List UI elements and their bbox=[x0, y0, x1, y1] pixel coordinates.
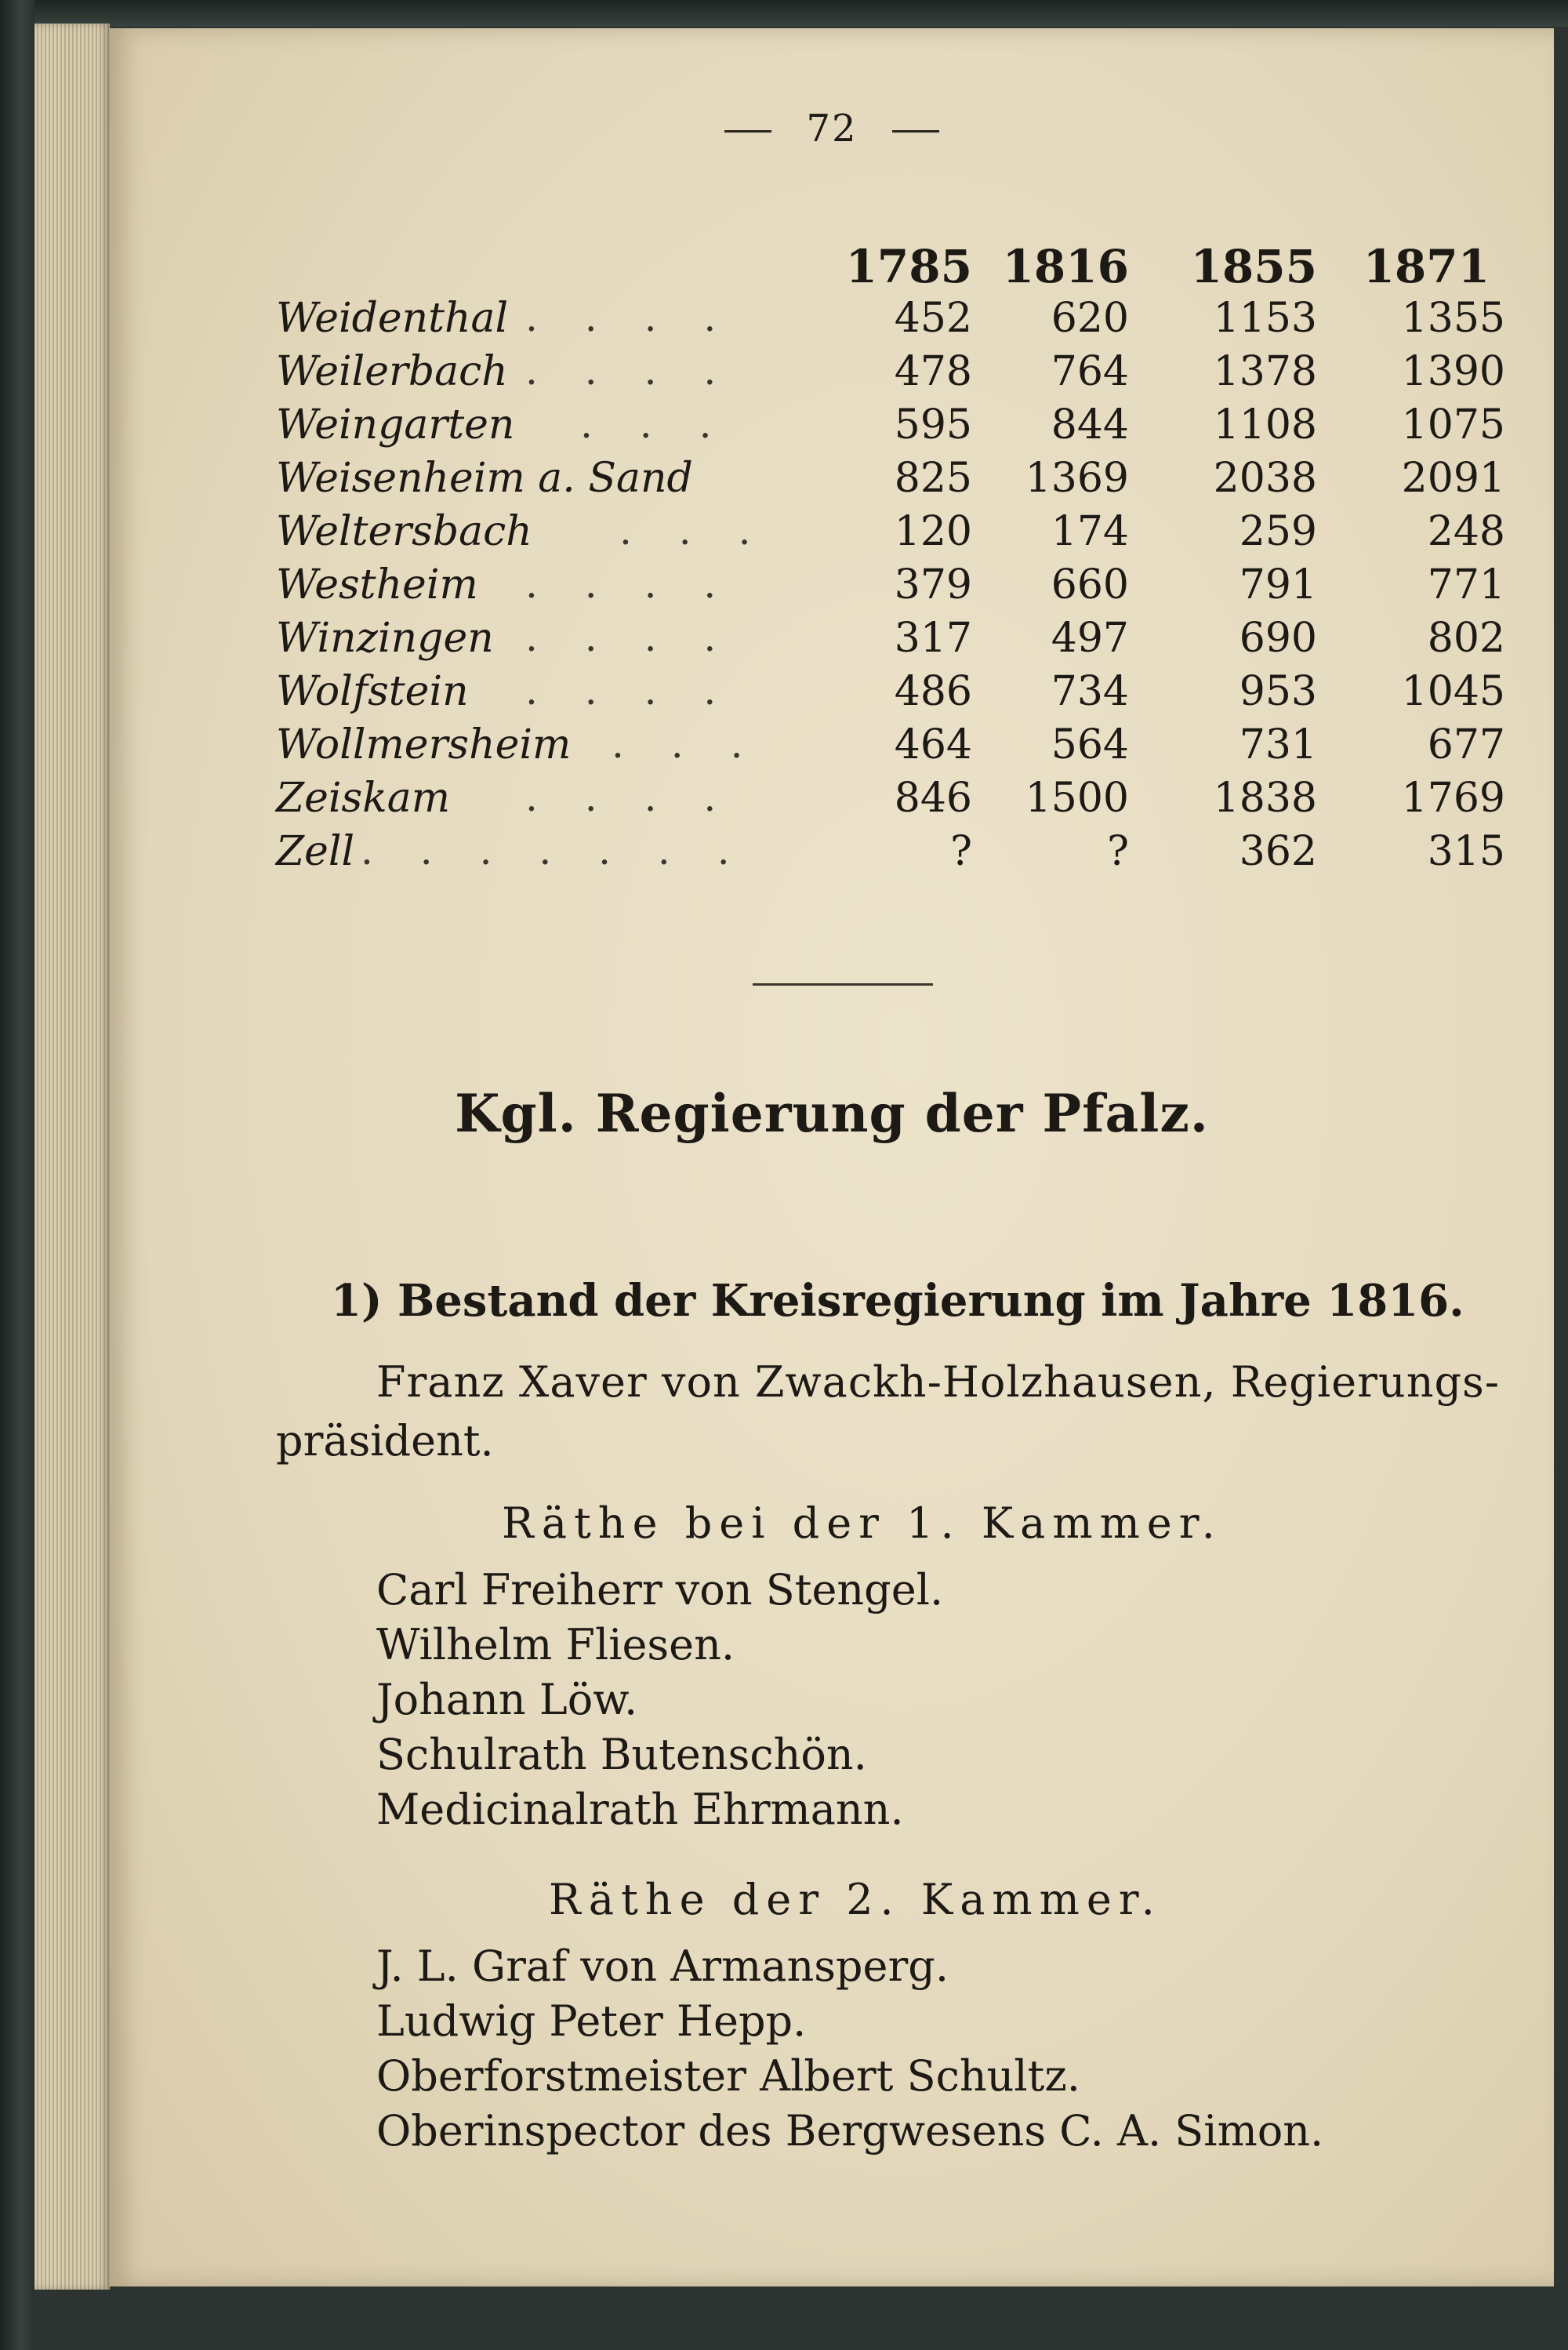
value-1855: 1378 bbox=[1213, 348, 1317, 395]
table-row bbox=[110, 348, 1554, 400]
value-1785: 379 bbox=[894, 561, 972, 608]
place-name: Wollmersheim bbox=[276, 721, 572, 768]
list-item: Schulrath Butenschön. bbox=[376, 1730, 867, 1779]
leader-dots: . . . . . . . bbox=[361, 828, 747, 874]
value-1785: 595 bbox=[894, 401, 972, 449]
value-1816: 1369 bbox=[1025, 455, 1129, 502]
place-name: Weilerbach bbox=[276, 348, 508, 395]
leader-dots: . . . bbox=[612, 721, 760, 767]
place-name: Weisenheim a. Sand bbox=[276, 455, 693, 502]
value-1785: 478 bbox=[894, 348, 972, 395]
place-name: Wolfstein bbox=[276, 668, 469, 715]
subsection-title: 1) Bestand der Kreisregierung im Jahre 1816. bbox=[331, 1275, 1465, 1327]
list-item: Medicinalrath Ehrmann. bbox=[376, 1785, 904, 1834]
value-1871: 1390 bbox=[1401, 348, 1505, 395]
place-name: Westheim bbox=[276, 561, 478, 608]
leader-dots: . . . bbox=[619, 508, 768, 554]
value-1855: 690 bbox=[1239, 615, 1317, 662]
book-cover-spine bbox=[0, 0, 34, 2350]
value-1871: 802 bbox=[1427, 615, 1505, 662]
value-1871: 2091 bbox=[1401, 455, 1505, 502]
list-item: Carl Freiherr von Stengel. bbox=[376, 1565, 944, 1614]
value-1871: 1045 bbox=[1401, 668, 1505, 715]
list-item: Oberinspector des Bergwesens C. A. Simon. bbox=[376, 2106, 1324, 2156]
value-1816: 764 bbox=[1051, 348, 1129, 395]
header-dash-right bbox=[892, 130, 939, 133]
book-page bbox=[110, 28, 1554, 2286]
place-name: Zell bbox=[276, 828, 355, 875]
section-title: Kgl. Regierung der Pfalz. bbox=[455, 1083, 1209, 1144]
value-1816: 734 bbox=[1051, 668, 1129, 715]
value-1871: 248 bbox=[1427, 508, 1505, 555]
value-1785: 317 bbox=[894, 615, 972, 662]
value-1816: 620 bbox=[1051, 295, 1129, 342]
value-1785: 846 bbox=[894, 775, 972, 822]
table-row bbox=[110, 775, 1554, 826]
place-name: Weingarten bbox=[276, 401, 515, 449]
leader-dots: . . . . bbox=[525, 668, 734, 714]
value-1785: 120 bbox=[894, 508, 972, 555]
place-name: Weidenthal bbox=[276, 295, 509, 342]
page-edges bbox=[34, 24, 110, 2290]
value-1816: 497 bbox=[1051, 615, 1129, 662]
value-1855: 362 bbox=[1239, 828, 1317, 875]
value-1816: 174 bbox=[1051, 508, 1129, 555]
table-row bbox=[110, 828, 1554, 880]
page-header bbox=[110, 107, 1554, 151]
value-1785: 486 bbox=[894, 668, 972, 715]
list-item: Ludwig Peter Hepp. bbox=[376, 1996, 807, 2046]
value-1785: 452 bbox=[894, 295, 972, 342]
table-row bbox=[110, 295, 1554, 347]
list-item: Wilhelm Fliesen. bbox=[376, 1620, 735, 1669]
value-1785: ? bbox=[950, 828, 972, 875]
list-item: J. L. Graf von Armansperg. bbox=[376, 1941, 949, 1991]
year-heading-1816: 1816 bbox=[1002, 240, 1129, 293]
value-1855: 1153 bbox=[1213, 295, 1317, 342]
book-cover-top bbox=[0, 0, 1568, 27]
value-1855: 731 bbox=[1239, 721, 1317, 768]
value-1855: 953 bbox=[1239, 668, 1317, 715]
place-name: Zeiskam bbox=[276, 775, 451, 822]
value-1855: 2038 bbox=[1213, 455, 1317, 502]
page-number: 72 bbox=[806, 107, 858, 151]
leader-dots: . . . . bbox=[525, 348, 734, 394]
value-1855: 791 bbox=[1239, 561, 1317, 608]
value-1871: 677 bbox=[1427, 721, 1505, 768]
table-row bbox=[110, 561, 1554, 613]
place-name: Winzingen bbox=[276, 615, 494, 662]
place-name: Weltersbach bbox=[276, 508, 532, 555]
value-1785: 825 bbox=[894, 455, 972, 502]
value-1871: 315 bbox=[1427, 828, 1505, 875]
leader-dots: . . . . bbox=[525, 615, 734, 660]
value-1816: 1500 bbox=[1025, 775, 1129, 822]
leader-dots: . . . bbox=[580, 401, 729, 447]
president-line-2: präsident. bbox=[276, 1416, 494, 1466]
value-1816: 660 bbox=[1051, 561, 1129, 608]
value-1871: 771 bbox=[1427, 561, 1505, 608]
value-1816: 844 bbox=[1051, 401, 1129, 449]
table-row bbox=[110, 721, 1554, 773]
value-1855: 1108 bbox=[1213, 401, 1317, 449]
chamber-2-title: Räthe der 2. Kammer. bbox=[549, 1875, 1162, 1924]
table-row bbox=[110, 508, 1554, 560]
value-1855: 259 bbox=[1239, 508, 1317, 555]
value-1816: 564 bbox=[1051, 721, 1129, 768]
table-row bbox=[110, 455, 1554, 507]
leader-dots: . . . . bbox=[525, 295, 734, 340]
section-rule bbox=[753, 983, 933, 986]
chamber-1-title: Räthe bei der 1. Kammer. bbox=[502, 1498, 1222, 1548]
value-1816: ? bbox=[1107, 828, 1129, 875]
table-row bbox=[110, 401, 1554, 453]
value-1871: 1769 bbox=[1401, 775, 1505, 822]
year-heading-1855: 1855 bbox=[1190, 240, 1317, 293]
value-1871: 1075 bbox=[1401, 401, 1505, 449]
table-row bbox=[110, 668, 1554, 720]
value-1871: 1355 bbox=[1401, 295, 1505, 342]
list-item: Johann Löw. bbox=[376, 1675, 638, 1724]
value-1785: 464 bbox=[894, 721, 972, 768]
year-heading-1871: 1871 bbox=[1363, 240, 1490, 293]
list-item: Oberforstmeister Albert Schultz. bbox=[376, 2051, 1080, 2101]
year-heading-1785: 1785 bbox=[845, 240, 972, 293]
table-row bbox=[110, 615, 1554, 666]
leader-dots: . . . . bbox=[525, 561, 734, 607]
header-dash-left bbox=[724, 130, 771, 133]
leader-dots: . . . . bbox=[525, 775, 734, 820]
president-line-1: Franz Xaver von Zwackh-Holzhausen, Regierungs- bbox=[376, 1357, 1500, 1407]
value-1855: 1838 bbox=[1213, 775, 1317, 822]
